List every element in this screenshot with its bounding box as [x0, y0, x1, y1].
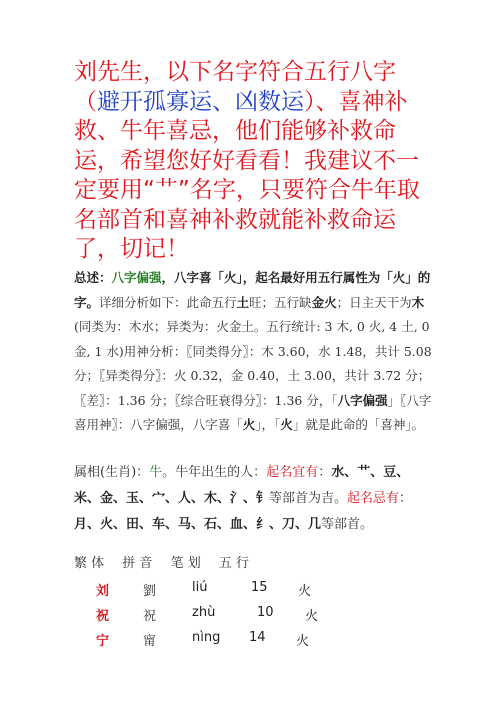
suitable-label: 起名宜有: [266, 465, 319, 480]
summary-text: ，八字喜「火」，起名最好用五行属性为「火」的字。: [74, 270, 431, 310]
pinyin: liú: [192, 580, 208, 595]
heading-part-3: ）、喜神补救、牛年喜忌，他们能够补救命运，希望您好好看看！我建议不一定要用“: [74, 88, 419, 203]
five-element: 火: [305, 609, 319, 624]
zodiac-colon-2: ：: [399, 491, 413, 506]
analysis-text-6: 」，「: [255, 417, 281, 432]
heading-part-5: ”名字，只要符合牛年取名部首和喜神补救就能补救命运了，切记！: [74, 177, 420, 262]
analysis-text-7: 」就是此命的「喜神」。: [292, 417, 425, 432]
avoid-radicals: 月、火、田、车、马、石、血、纟、刀、几: [74, 517, 322, 532]
name-char: 宁: [96, 634, 110, 649]
analysis-text-2: 旺；五行缺: [249, 294, 312, 310]
heading-part-1: 刘先生，以下名字符合五行八字（: [74, 59, 396, 115]
table-row: [0, 630, 500, 652]
zodiac-text-3: 等部首。: [321, 517, 374, 532]
header-pinyin: 拼 音: [122, 556, 153, 571]
pinyin: nìng: [192, 630, 221, 645]
analysis-text-3: ；日主天干为: [336, 294, 412, 310]
fire-2: 火: [280, 417, 293, 432]
traditional-char: 劉: [143, 584, 157, 599]
missing-elements: 金火: [311, 294, 337, 310]
element-earth: 土: [236, 294, 250, 310]
table-row: [0, 605, 500, 627]
zodiac-colon-1: ：: [318, 465, 332, 480]
stroke-count: 14: [249, 630, 266, 645]
heading-grass-radical: 艹: [154, 177, 178, 203]
strong-label: 八字偏强: [337, 392, 388, 408]
suitable-radicals: 水、艹、豆、米、金、玉、宀、人、木、氵、钅: [74, 465, 410, 506]
zodiac-paragraph: [74, 460, 434, 538]
fire-1: 火: [242, 417, 256, 432]
analysis-text-5: 」〖八字喜用神〗：八字偏强，八字喜「: [74, 392, 432, 432]
traditional-char: 祝: [143, 609, 157, 624]
five-element: 火: [298, 584, 312, 599]
zodiac-label: 属相(生肖)：: [74, 465, 150, 480]
table-header: [74, 552, 263, 571]
heading-highlight-luck: 避开孤寡运、凶数运: [97, 88, 304, 115]
recommendation-heading: [74, 58, 434, 265]
element-wood: 木: [411, 294, 425, 310]
zodiac-text-1: 。牛年出生的人：: [162, 465, 267, 480]
analysis-text-1: 详细分析如下：此命五行: [99, 294, 237, 310]
summary-label: 总述：: [74, 270, 112, 285]
header-strokes: 笔 划: [170, 556, 201, 571]
bazi-analysis-paragraph: [74, 266, 434, 438]
zodiac-ox: 牛: [149, 465, 163, 480]
avoid-label: 起名忌有: [347, 491, 400, 506]
table-row: [0, 580, 500, 602]
zodiac-text-2: 等部首为吉。: [269, 491, 348, 506]
stroke-count: 15: [251, 580, 268, 595]
stroke-count: 10: [257, 605, 274, 620]
five-element: 火: [296, 634, 310, 649]
name-char: 祝: [96, 609, 110, 624]
traditional-char: 甯: [143, 634, 157, 649]
summary-strong: 八字偏强: [111, 270, 162, 285]
pinyin: zhù: [192, 605, 216, 620]
name-char: 刘: [96, 584, 110, 599]
analysis-text-4: (同类为：木水；异类为：火金土。五行统计: 3 木, 0 火, 4 土, 0 金, 1 水)用神分析：〖同类得分〗：木 3.60，水 1.48，共计 5.08 分；〖异类得分〗：火 0.32，金 0.40，土 3.00，共计 3.72 分；〖差〗：1.36 分；〖综合旺衰得分〗：1.36 分，「: [74, 319, 432, 408]
header-element: 五 行: [218, 556, 249, 571]
header-traditional: 繁 体: [74, 556, 105, 571]
